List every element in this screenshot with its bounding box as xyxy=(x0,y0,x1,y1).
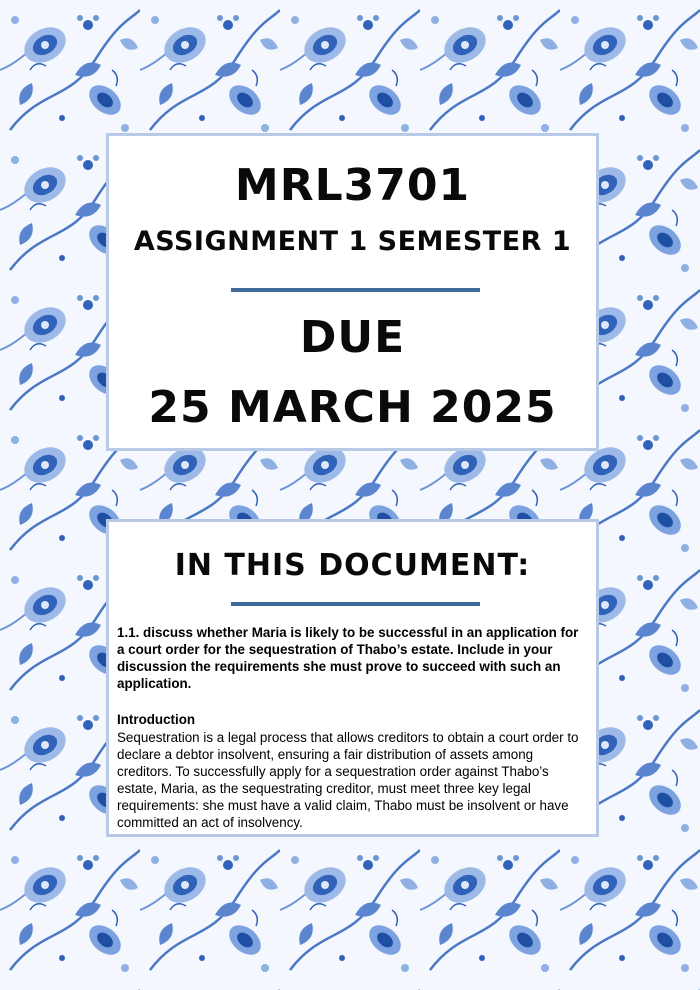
title-card xyxy=(106,133,599,451)
contents-heading: IN THIS DOCUMENT: xyxy=(174,548,531,583)
question-text: 1.1. discuss whether Maria is likely to be successful in an application for a court order for the sequestration of Thabo’s estate. Include in your discussion the requirements she must prove to succeed with such an application. xyxy=(117,625,579,691)
assignment-title: ASSIGNMENT 1 SEMESTER 1 xyxy=(133,226,572,257)
introduction-paragraph: Sequestration is a legal process that allows creditors to obtain a court order to declare a debtor insolvent, ensuring a fair distribution of assets among creditors. To successfully apply for a sequestration order against Thabo’s estate, Maria, as the sequestrating creditor, must meet three key legal requirements: she must have a valid claim, Thabo must be insolvent or have committed an act of insolvency. xyxy=(117,730,579,830)
contents-card xyxy=(106,519,599,837)
course-code: MRL3701 xyxy=(234,160,471,211)
due-date: 25 MARCH 2025 xyxy=(148,382,557,433)
introduction-heading: Introduction xyxy=(117,712,196,727)
contents-divider xyxy=(231,602,480,606)
title-divider xyxy=(231,288,480,292)
due-label: DUE xyxy=(299,312,406,363)
